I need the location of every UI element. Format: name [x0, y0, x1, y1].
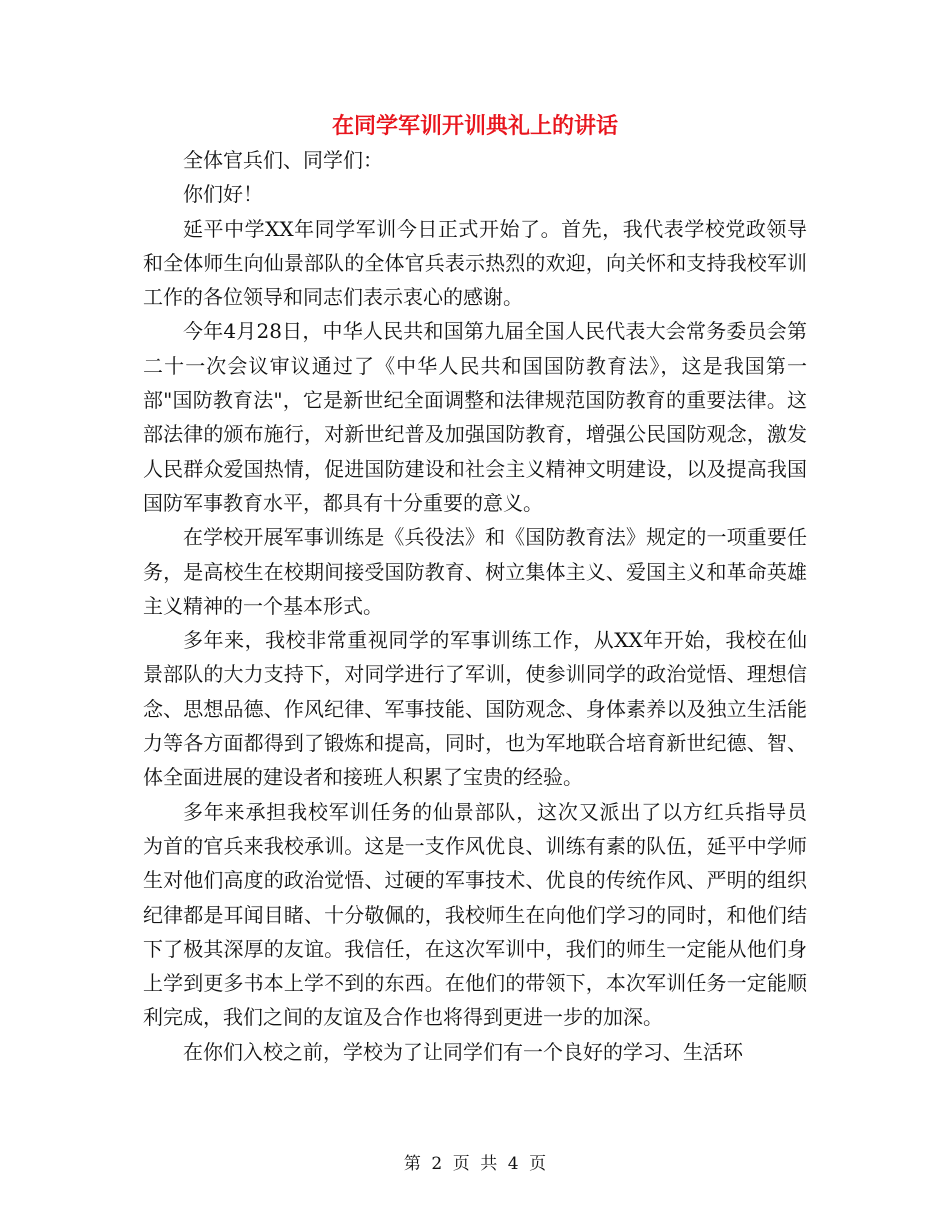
- greeting: 你们好！: [183, 182, 263, 207]
- paragraph: 多年来承担我校军训任务的仙景部队，这次又派出了以方红兵指导员 为首的官兵来我校承训。这是一支作风优良、训练有素的队伍，延平中学师生对他们高度的政治觉悟、过硬的军事技术、优良的传统作风、严明的组织纪律都是耳闻目睹、十分敬佩的，我校师生在向他们学习的同时，和他们结下了极其深厚的友谊。我信任，在这次军训中，我们的师生一定能从他们身上学到更多书本上学不到的东西。在他们的带领下，本次军训任务一定能顺利完成，我们之间的友谊及合作也将得到更进一步的加深。: [143, 799, 807, 1030]
- paragraph: 在你们入校之前，学校为了让同学们有一个良好的学习、生活环: [183, 1039, 743, 1064]
- document-body: [143, 143, 807, 1069]
- paragraph: 在学校开展军事训练是《兵役法》和《国防教育法》规定的一项重要任务，是高校生在校期间接受国防教育、树立集体主义、爱国主义和革命英雄主义精神的一个基本形式。: [143, 525, 807, 618]
- salutation: 全体官兵们、同学们：: [183, 148, 383, 172]
- page-title: 在同学军训开训典礼上的讲话: [331, 113, 618, 139]
- paragraph: 延平中学XX年同学军训今日正式开始了。首先，我代表学校党政领导和全体师生向仙景部队的全体官兵表示热烈的欢迎，向关怀和支持我校军训工作的各位领导和同志们表示衷心的感谢。: [143, 216, 807, 310]
- page-footer: 第 2 页 共 4 页: [403, 1154, 547, 1174]
- paragraph: 多年来，我校非常重视同学的军事训练工作，从XX年开始，我校在仙景部队的大力支持下，对同学进行了军训，使参训同学的政治觉悟、理想信念、思想品德、作风纪律、军事技能、国防观念、身体素养以及独立生活能力等各方面都得到了锻炼和提高，同时，也为军地联合培育新世纪德、智、体全面进展的建设者和接班人积累了宝贵的经验。: [143, 628, 807, 790]
- paragraph: 今年4月28日，中华人民共和国第九届全国人民代表大会常务委员会第二十一次会议审议通过了《中华人民共和国国防教育法》，这是我国第一部"国防教育法"，它是新世纪全面调整和法律规范国防教育的重要法律。这部法律的颁布施行，对新世纪普及加强国防教育，增强公民国防观念，激发人民群众爱国热情，促进国防建设和社会主义精神文明建设，以及提高我国国防军事教育水平，都具有十分重要的意义。: [143, 319, 807, 515]
